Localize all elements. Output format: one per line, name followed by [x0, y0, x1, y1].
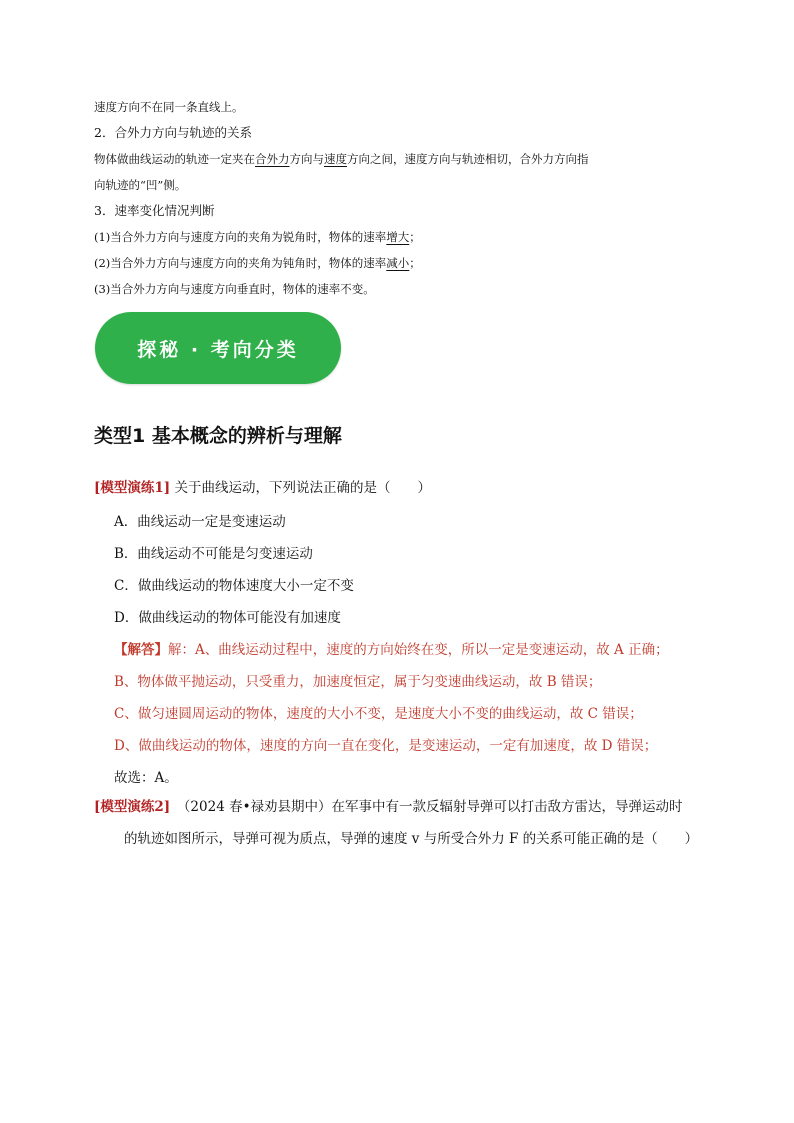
underlined-answer: 速度 [324, 152, 347, 166]
option-c: C．做曲线运动的物体速度大小一定不变 [114, 578, 354, 594]
text-run: 物体做曲线运动的轨迹一定夹在 [94, 152, 255, 166]
intro-line-1: 速度方向不在同一条直线上。 [94, 100, 244, 114]
intro-section [94, 94, 714, 302]
banner-label: 探秘 · 考向分类 [137, 338, 299, 361]
question-tag: [模型演练2] [94, 799, 171, 815]
answer-line-3: C、做匀速圆周运动的物体，速度的大小不变，是速度大小不变的曲线运动，故 C 错误； [114, 706, 643, 722]
underlined-answer: 合外力 [255, 152, 290, 166]
text-run: ； [409, 256, 421, 270]
section-banner [95, 312, 341, 384]
option-a: A．曲线运动一定是变速运动 [114, 514, 286, 530]
question-text-cont: 的轨迹如图所示，导弹可视为质点，导弹的速度 v 与所受合外力 F 的关系可能正确的是（ ） [124, 831, 699, 847]
answer-text: 解：A、曲线运动过程中，速度的方向始终在变，所以一定是变速运动，故 A 正确； [168, 642, 669, 658]
underlined-answer: 增大 [386, 230, 410, 244]
section-title: 类型1 基本概念的辨析与理解 [94, 425, 342, 447]
text-run: 方向之间，速度方向与轨迹相切，合外力方向指 [347, 152, 589, 166]
text-run: (1)当合外力方向与速度方向的夹角为锐角时，物体的速率 [94, 230, 387, 244]
text-run: (2)当合外力方向与速度方向的夹角为钝角时，物体的速率 [94, 256, 387, 270]
item-3: (3)当合外力方向与速度方向垂直时，物体的速率不变。 [94, 282, 375, 296]
question-text: （2024 春•禄劝县期中）在军事中有一款反辐射导弹可以打击敌方雷达，导弹运动时 [170, 799, 683, 815]
answer-line-4: D、做曲线运动的物体，速度的方向一直在变化，是变速运动，一定有加速度，故 D 错误； [114, 738, 658, 754]
item-1 [94, 224, 714, 250]
option-b: B．曲线运动不可能是匀变速运动 [114, 546, 313, 562]
question-1-stem [94, 478, 714, 498]
paragraph-2 [94, 146, 714, 172]
paragraph-2-cont: 向轨迹的“凹”侧。 [94, 178, 187, 192]
text-run: ； [409, 230, 421, 244]
text-run: 方向与 [289, 152, 324, 166]
item-2 [94, 250, 714, 276]
heading-2: 2．合外力方向与轨迹的关系 [94, 125, 252, 140]
question-text: 关于曲线运动，下列说法正确的是（ ） [170, 480, 431, 496]
answer-tag: 【解答】 [114, 642, 168, 658]
answer-line-2: B、物体做平抛运动，只受重力，加速度恒定，属于匀变速曲线运动，故 B 错误； [114, 674, 602, 690]
question-tag: [模型演练1] [94, 480, 171, 496]
heading-3: 3．速率变化情况判断 [94, 203, 215, 218]
answer-conclusion: 故选：A。 [114, 770, 178, 786]
question-2-stem [94, 791, 734, 855]
underlined-answer: 减小 [386, 256, 410, 270]
option-d: D．做曲线运动的物体可能没有加速度 [114, 610, 341, 626]
answer-line-1 [114, 638, 754, 658]
